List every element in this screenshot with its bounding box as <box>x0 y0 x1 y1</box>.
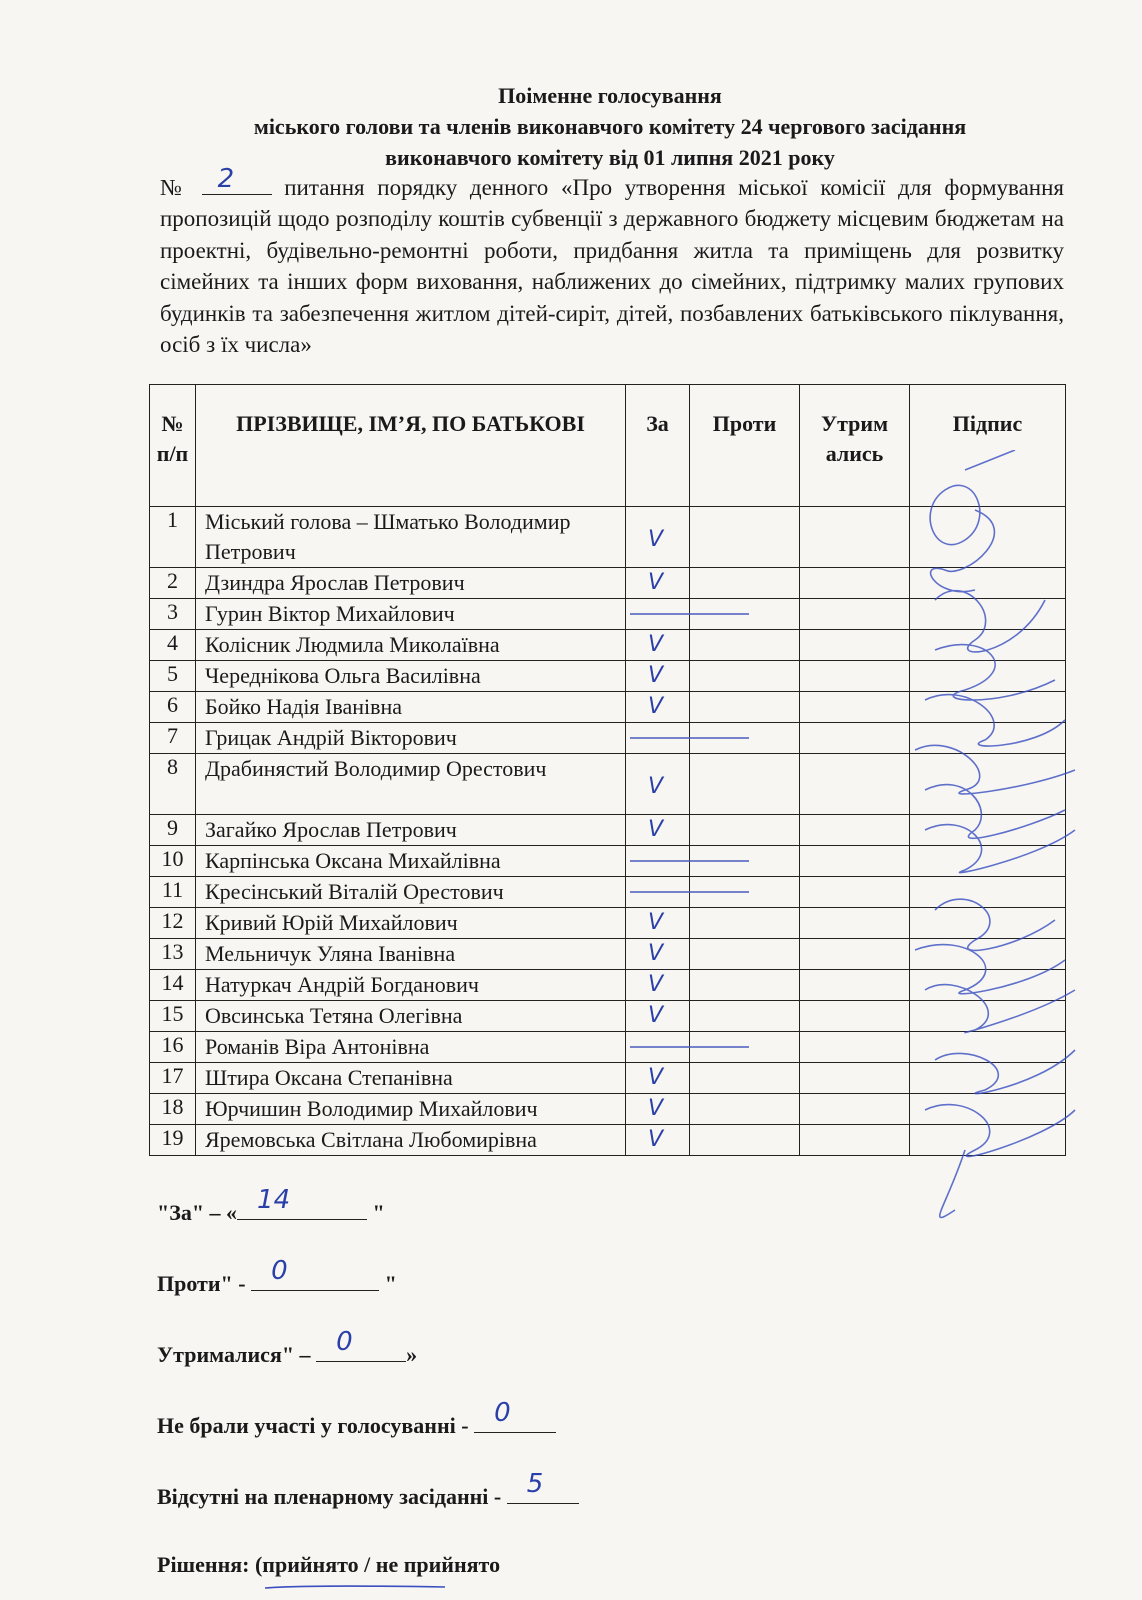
votes-table <box>149 384 1066 1156</box>
summary-utrym <box>157 1327 418 1368</box>
vote-proty-cell <box>690 1125 800 1156</box>
member-name: Череднікова Ольга Василівна <box>196 661 626 692</box>
signature-cell <box>910 1063 1066 1094</box>
row-number: 8 <box>150 754 196 815</box>
vote-proty-cell <box>690 939 800 970</box>
table-row <box>150 661 1066 692</box>
check-mark-icon: V <box>648 941 664 966</box>
row-number: 3 <box>150 599 196 630</box>
summary-ne-braly-blank <box>474 1398 556 1433</box>
signature-cell <box>910 970 1066 1001</box>
check-mark-icon: V <box>648 663 664 688</box>
votes-table-body <box>150 507 1066 1156</box>
vote-utrym-cell <box>800 1094 910 1125</box>
vote-utrym-cell <box>800 908 910 939</box>
table-row <box>150 970 1066 1001</box>
vote-za-cell <box>626 1094 690 1125</box>
vote-proty-cell <box>690 1001 800 1032</box>
signature-cell <box>910 599 1066 630</box>
vote-za-cell <box>626 815 690 846</box>
table-row <box>150 754 1066 815</box>
absent-dash-line <box>630 891 749 893</box>
vote-proty-cell <box>690 1094 800 1125</box>
table-row <box>150 1032 1066 1063</box>
table-row <box>150 1063 1066 1094</box>
signature-cell <box>910 846 1066 877</box>
vote-za-cell <box>626 846 690 877</box>
vote-proty-cell <box>690 908 800 939</box>
vote-utrym-cell <box>800 970 910 1001</box>
member-name: Гурин Віктор Михайлович <box>196 599 626 630</box>
table-row <box>150 1001 1066 1032</box>
row-number: 15 <box>150 1001 196 1032</box>
vote-za-cell <box>626 568 690 599</box>
absent-dash-line <box>630 1046 749 1048</box>
row-number: 9 <box>150 815 196 846</box>
member-name: Натуркач Андрій Богданович <box>196 970 626 1001</box>
absent-dash-line <box>630 613 749 615</box>
summary-ne-braly <box>157 1398 556 1439</box>
vote-proty-cell <box>690 661 800 692</box>
member-name: Загайко Ярослав Петрович <box>196 815 626 846</box>
check-mark-icon: V <box>648 570 664 595</box>
table-row <box>150 877 1066 908</box>
vote-proty-cell <box>690 692 800 723</box>
member-name: Мельничук Уляна Іванівна <box>196 939 626 970</box>
row-number: 16 <box>150 1032 196 1063</box>
vote-utrym-cell <box>800 723 910 754</box>
vote-utrym-cell <box>800 692 910 723</box>
summary-utrym-end: » <box>406 1342 418 1367</box>
check-mark-icon: V <box>648 1003 664 1028</box>
member-name: Бойко Надія Іванівна <box>196 692 626 723</box>
absent-dash-line <box>630 860 749 862</box>
signature-cell <box>910 1125 1066 1156</box>
summary-utrym-label: Утрималися" – <box>157 1342 317 1367</box>
question-number-handwritten: 2 <box>217 164 235 194</box>
vote-utrym-cell <box>800 846 910 877</box>
summary-proty-blank <box>251 1256 379 1291</box>
header-za: За <box>626 385 690 507</box>
vote-utrym-cell <box>800 1032 910 1063</box>
table-row <box>150 630 1066 661</box>
check-mark-icon: V <box>648 1127 664 1152</box>
summary-vidsutni-value: 5 <box>526 1469 544 1499</box>
header-utrym: Утрим ались <box>800 385 910 507</box>
check-mark-icon: V <box>648 632 664 657</box>
table-row <box>150 908 1066 939</box>
question-number-blank <box>202 164 272 195</box>
vote-utrym-cell <box>800 630 910 661</box>
vote-utrym-cell <box>800 1125 910 1156</box>
absent-dash-line <box>630 737 749 739</box>
check-mark-icon: V <box>648 972 664 997</box>
vote-proty-cell <box>690 815 800 846</box>
agenda-question <box>160 164 1065 360</box>
check-mark-icon: V <box>648 774 664 799</box>
signature-cell <box>910 692 1066 723</box>
vote-utrym-cell <box>800 599 910 630</box>
vote-proty-cell <box>690 1063 800 1094</box>
vote-za-cell <box>626 723 690 754</box>
row-number: 17 <box>150 1063 196 1094</box>
vote-utrym-cell <box>800 1063 910 1094</box>
vote-utrym-cell <box>800 568 910 599</box>
summary-vidsutni <box>157 1469 579 1510</box>
vote-utrym-cell <box>800 507 910 568</box>
doc-title: Поіменне голосування <box>498 83 722 108</box>
vote-utrym-cell <box>800 1001 910 1032</box>
table-row <box>150 599 1066 630</box>
summary-utrym-blank <box>316 1327 406 1362</box>
check-mark-icon: V <box>648 817 664 842</box>
vote-za-cell <box>626 1063 690 1094</box>
vote-za-cell <box>626 754 690 815</box>
check-mark-icon: V <box>648 694 664 719</box>
vote-proty-cell <box>690 507 800 568</box>
vote-utrym-cell <box>800 815 910 846</box>
vote-za-cell <box>626 692 690 723</box>
signature-cell <box>910 908 1066 939</box>
member-name: Міський голова – Шматько Володимир Петрович <box>196 507 626 568</box>
signature-cell <box>910 723 1066 754</box>
signature-cell <box>910 630 1066 661</box>
table-row <box>150 507 1066 568</box>
vote-za-cell <box>626 599 690 630</box>
table-row <box>150 723 1066 754</box>
doc-subtitle: міського голови та членів виконавчого комітету 24 чергового засідання <box>253 114 967 139</box>
member-name: Овсинська Тетяна Олегівна <box>196 1001 626 1032</box>
member-name: Кривий Юрій Михайлович <box>196 908 626 939</box>
vote-utrym-cell <box>800 877 910 908</box>
summary-za <box>157 1185 385 1226</box>
signature-cell <box>910 1032 1066 1063</box>
summary-vidsutni-blank <box>507 1469 579 1504</box>
row-number: 18 <box>150 1094 196 1125</box>
vote-za-cell <box>626 507 690 568</box>
vote-za-cell <box>626 877 690 908</box>
vote-za-cell <box>626 908 690 939</box>
signature-cell <box>910 815 1066 846</box>
row-number: 10 <box>150 846 196 877</box>
table-row <box>150 1125 1066 1156</box>
doc-date-line: виконавчого комітету від 01 липня 2021 року <box>385 145 835 170</box>
row-number: 13 <box>150 939 196 970</box>
member-name: Карпінська Оксана Михайлівна <box>196 846 626 877</box>
vote-utrym-cell <box>800 754 910 815</box>
vote-proty-cell <box>690 568 800 599</box>
signature-cell <box>910 754 1066 815</box>
member-name: Кресінський Віталій Орестович <box>196 877 626 908</box>
vote-za-cell <box>626 1001 690 1032</box>
row-number: 12 <box>150 908 196 939</box>
member-name: Дзиндра Ярослав Петрович <box>196 568 626 599</box>
summary-ne-braly-value: 0 <box>494 1398 511 1428</box>
row-number: 1 <box>150 507 196 568</box>
signature-cell <box>910 1094 1066 1125</box>
row-number: 14 <box>150 970 196 1001</box>
table-row <box>150 1094 1066 1125</box>
vote-proty-cell <box>690 630 800 661</box>
summary-ne-braly-label: Не брали участі у голосуванні - <box>157 1413 475 1438</box>
summary-proty <box>157 1256 397 1297</box>
check-mark-icon: V <box>648 910 664 935</box>
member-name: Колісник Людмила Миколаївна <box>196 630 626 661</box>
table-row <box>150 568 1066 599</box>
summary-utrym-value: 0 <box>336 1327 353 1357</box>
table-row <box>150 939 1066 970</box>
member-name: Юрчишин Володимир Михайлович <box>196 1094 626 1125</box>
check-mark-icon: V <box>648 527 664 552</box>
summary-proty-value: 0 <box>271 1256 288 1286</box>
signature-cell <box>910 877 1066 908</box>
header-pidpys: Підпис <box>910 385 1066 507</box>
summary-vidsutni-label: Відсутні на пленарному засіданні - <box>157 1484 507 1509</box>
question-number-prefix: № <box>160 175 189 200</box>
member-name: Штира Оксана Степанівна <box>196 1063 626 1094</box>
member-name: Драбинястий Володимир Орестович <box>196 754 626 815</box>
summary-za-end: " <box>367 1200 385 1225</box>
member-name: Романів Віра Антонівна <box>196 1032 626 1063</box>
vote-za-cell <box>626 939 690 970</box>
table-row <box>150 846 1066 877</box>
signature-cell <box>910 507 1066 568</box>
check-mark-icon: V <box>648 1096 664 1121</box>
vote-za-cell <box>626 661 690 692</box>
member-name: Яремовська Світлана Любомирівна <box>196 1125 626 1156</box>
row-number: 4 <box>150 630 196 661</box>
summary-za-blank <box>237 1185 367 1220</box>
summary-proty-end: " <box>379 1271 397 1296</box>
signature-cell <box>910 568 1066 599</box>
table-row <box>150 692 1066 723</box>
summary-proty-label: Проти" - <box>157 1271 252 1296</box>
signature-cell <box>910 1001 1066 1032</box>
check-mark-icon: V <box>648 1065 664 1090</box>
decision-underline <box>265 1584 445 1590</box>
row-number: 6 <box>150 692 196 723</box>
vote-proty-cell <box>690 970 800 1001</box>
row-number: 5 <box>150 661 196 692</box>
signature-cell <box>910 939 1066 970</box>
question-text: питання порядку денного «Про утворення міської комісії для формування пропозицій щодо розподілу коштів субвенції з державного бюджету місцевим бюджетам на проектні, будівельно-ремонтні роботи, придбання житла та приміщень для розвитку сімейних та інших форм виховання, наближених до сімейних, підтримку малих групових будинків та забезпечення житлом дітей-сиріт, дітей, позбавлених батьківського піклування, осіб з їх числа» <box>160 175 1065 358</box>
summary-rishennia: Рішення: (прийнято / не прийнято <box>157 1552 501 1577</box>
vote-za-cell <box>626 1032 690 1063</box>
row-number: 11 <box>150 877 196 908</box>
summary-za-label: "За" – « <box>157 1200 238 1225</box>
vote-utrym-cell <box>800 661 910 692</box>
vote-proty-cell <box>690 754 800 815</box>
header-name: ПРІЗВИЩЕ, ІМ’Я, ПО БАТЬКОВІ <box>196 385 626 507</box>
signature-cell <box>910 661 1066 692</box>
vote-za-cell <box>626 630 690 661</box>
header-proty: Проти <box>690 385 800 507</box>
member-name: Грицак Андрій Вікторович <box>196 723 626 754</box>
vote-utrym-cell <box>800 939 910 970</box>
header-num: № п/п <box>150 385 196 507</box>
row-number: 19 <box>150 1125 196 1156</box>
vote-za-cell <box>626 970 690 1001</box>
table-row <box>150 815 1066 846</box>
summary-za-value: 14 <box>257 1185 291 1215</box>
vote-za-cell <box>626 1125 690 1156</box>
row-number: 2 <box>150 568 196 599</box>
row-number: 7 <box>150 723 196 754</box>
